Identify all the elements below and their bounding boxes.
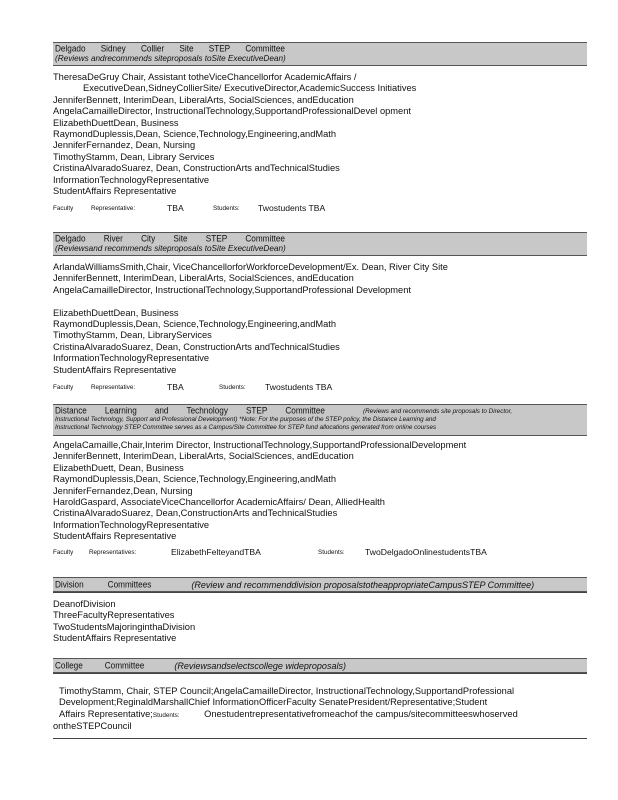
member-line: AngelaCamailleDirector, InstructionalTechnology,SupportandProfessionalDevel opment [53, 106, 411, 117]
title-word: Delgado [55, 43, 86, 54]
section-title [55, 406, 325, 416]
title-word: Committee [245, 43, 285, 54]
river-city-header [53, 232, 587, 256]
section-subtitle: (Reviews andrecommends siteproposals toSite ExecutiveDean) [55, 54, 286, 63]
faculty-label: Faculty [53, 548, 74, 556]
member-line: CristinaAlvaradoSuarez, Dean, ConstructionArts andTechnicalStudies [53, 163, 340, 174]
distance-learning-section [53, 404, 587, 559]
student-affairs-text: Affairs Representative; [59, 708, 153, 719]
member-line: JenniferBennett, InterimDean, LiberalArts, SocialSciences, andEducation [53, 451, 354, 462]
member-line: TimothyStamm, Chair, STEP Council;AngelaCamailleDirector, InstructionalTechnology,SupportandProfessional [59, 686, 515, 696]
section-subtitle: (Reviewsand recommends siteproposals toSite ExecutiveDean) [55, 244, 286, 253]
rep-value: TBA [167, 382, 184, 393]
rep-label: Representatives: [89, 548, 137, 556]
title-word: Committees [107, 578, 152, 590]
title-word: STEP [245, 405, 268, 416]
section-title [55, 234, 285, 244]
students-label: Students: [318, 548, 345, 556]
member-line: TheresaDeGruy Chair, Assistant totheViceChancellorfor AcademicAffairs / [53, 72, 357, 82]
member-line: InformationTechnologyRepresentative [53, 519, 210, 530]
rep-value: ElizabethFelteyandTBA [171, 546, 261, 557]
faculty-label: Faculty [53, 205, 74, 213]
students-value: Twostudents TBA [258, 203, 326, 214]
reps-row [53, 547, 587, 559]
title-word: Committee [104, 659, 145, 671]
member-line: ElizabethDuettDean, Business [53, 117, 179, 128]
rep-label: Representative: [91, 384, 136, 392]
distance-learning-header [53, 404, 587, 436]
title-word: River [103, 233, 123, 244]
title-word: STEP [205, 233, 228, 244]
division-section [53, 577, 587, 645]
title-word: City [141, 233, 156, 244]
member-line: HaroldGaspard, AssociateViceChancellorfor AcademicAffairs/ Dean, AlliedHealth [53, 497, 385, 508]
member-list [53, 592, 587, 645]
section-title [55, 44, 285, 54]
students-value: Twostudents TBA [265, 382, 333, 393]
member-line: Development;ReginaldMarshallChief InformationOfficerFaculty SenatePresident/Representative;Student [59, 697, 488, 708]
member-line: ArlandaWilliamsSmith,Chair, ViceChancellorforWorkforceDevelopment/Ex. Dean, River City Site [53, 262, 448, 272]
title-word: Technology [186, 405, 228, 416]
title-word: Site [173, 233, 188, 244]
member-list [53, 436, 587, 543]
member-line: JenniferFernandez, Dean, Nursing [53, 140, 196, 151]
member-line: RaymondDuplessis,Dean, Science,Technology,Engineering,andMath [53, 474, 337, 485]
sidney-collier-section [53, 42, 587, 215]
member-line: StudentAffairs Representative [53, 186, 177, 197]
reps-row [53, 382, 587, 394]
member-line: RaymondDuplessis,Dean, Science,Technology,Engineering,andMath [53, 129, 337, 140]
title-word: Learning [104, 405, 137, 416]
member-line: CristinaAlvaradoSuarez, Dean,ConstructionArts andTechnicalStudies [53, 508, 338, 519]
students-value: TwoDelgadoOnlinestudentsTBA [365, 546, 487, 557]
section-note: Instructional Technology, Support and Professional Development) *Note: For the purposes of the STEP policy, the Distance Learning and [55, 416, 436, 423]
division-header [53, 577, 587, 592]
member-line: ExecutiveDean,SidneyCollierSite/ ExecutiveDirector,AcademicSuccess Initiatives [83, 83, 417, 94]
section-title-row [55, 406, 585, 416]
students-value: Onestudentrepresentativefromeachof the campus/sitecommitteeswhoserved [204, 708, 518, 719]
section-subtitle: (Reviews and recommends site proposals to Director, [363, 408, 513, 415]
member-line: JenniferBennett, InterimDean, LiberalArts, SocialSciences, andEducation [53, 273, 354, 284]
title-word: STEP [208, 43, 231, 54]
section-subtitle: (Reviewsandselectscollege wideproposals) [174, 660, 346, 671]
member-line: TwoStudentsMajoringinthaDivision [53, 621, 196, 632]
title-word: Committee [285, 405, 325, 416]
member-line: JenniferFernandez,Dean, Nursing [53, 485, 193, 496]
member-line: ontheSTEPCouncil [53, 721, 132, 732]
member-list [53, 66, 587, 197]
rep-value: TBA [167, 203, 184, 214]
students-label: Students: [219, 384, 246, 392]
reps-row [53, 203, 587, 215]
sidney-collier-header [53, 42, 587, 66]
college-section [53, 658, 587, 733]
title-word: Delgado [55, 233, 86, 244]
member-line: StudentAffairs Representative [53, 633, 177, 644]
member-line [59, 709, 587, 721]
member-line: TimothyStamm, Dean, Library Services [53, 151, 215, 162]
title-word: Site [179, 43, 194, 54]
college-header [53, 658, 587, 673]
section-note: Instructional Technology STEP Committee serves as a Campus/Site Committee for STEP fund allocations generated from online courses [55, 424, 437, 431]
title-word: Sidney [100, 43, 126, 54]
member-line: JenniferBennett, InterimDean, LiberalArts, SocialSciences, andEducation [53, 94, 354, 105]
member-line: TimothyStamm, Dean, LibraryServices [53, 330, 212, 341]
member-line: StudentAffairs Representative [53, 531, 177, 542]
students-label: Students: [152, 711, 180, 719]
member-line: InformationTechnologyRepresentative [53, 353, 210, 364]
title-word: Distance [55, 405, 87, 416]
member-line: RaymondDuplessis,Dean, Science,Technology,Engineering,andMath [53, 319, 337, 330]
member-line: ThreeFacultyRepresentatives [53, 610, 175, 621]
title-word: Committee [245, 233, 285, 244]
member-line: ElizabethDuettDean, Business [53, 307, 179, 318]
section-subtitle: (Review and recommenddivision proposalstotheappropriateCampusSTEP Committee) [191, 579, 535, 590]
river-city-section [53, 232, 587, 394]
member-line: ElizabethDuett, Dean, Business [53, 462, 184, 473]
rep-label: Representative: [91, 205, 136, 213]
title-word: Division [55, 578, 84, 590]
member-line: DeanofDivision [53, 599, 116, 609]
college-members [53, 673, 587, 733]
faculty-label: Faculty [53, 384, 74, 392]
title-word: College [55, 659, 83, 671]
member-list [53, 256, 587, 376]
member-line: AngelaCamailleDirector, InstructionalTechnology,SupportandProfessional Development [53, 284, 411, 295]
member-line: CristinaAlvaradoSuarez, Dean, ConstructionArts andTechnicalStudies [53, 341, 340, 352]
title-word: Collier [140, 43, 165, 54]
member-line: AngelaCamaille,Chair,Interim Director, InstructionalTechnology,SupportandProfessionalDevelopment [53, 440, 467, 450]
member-line: InformationTechnologyRepresentative [53, 174, 210, 185]
title-word: and [154, 405, 169, 416]
member-line: StudentAffairs Representative [53, 364, 177, 375]
students-label: Students: [213, 205, 240, 213]
